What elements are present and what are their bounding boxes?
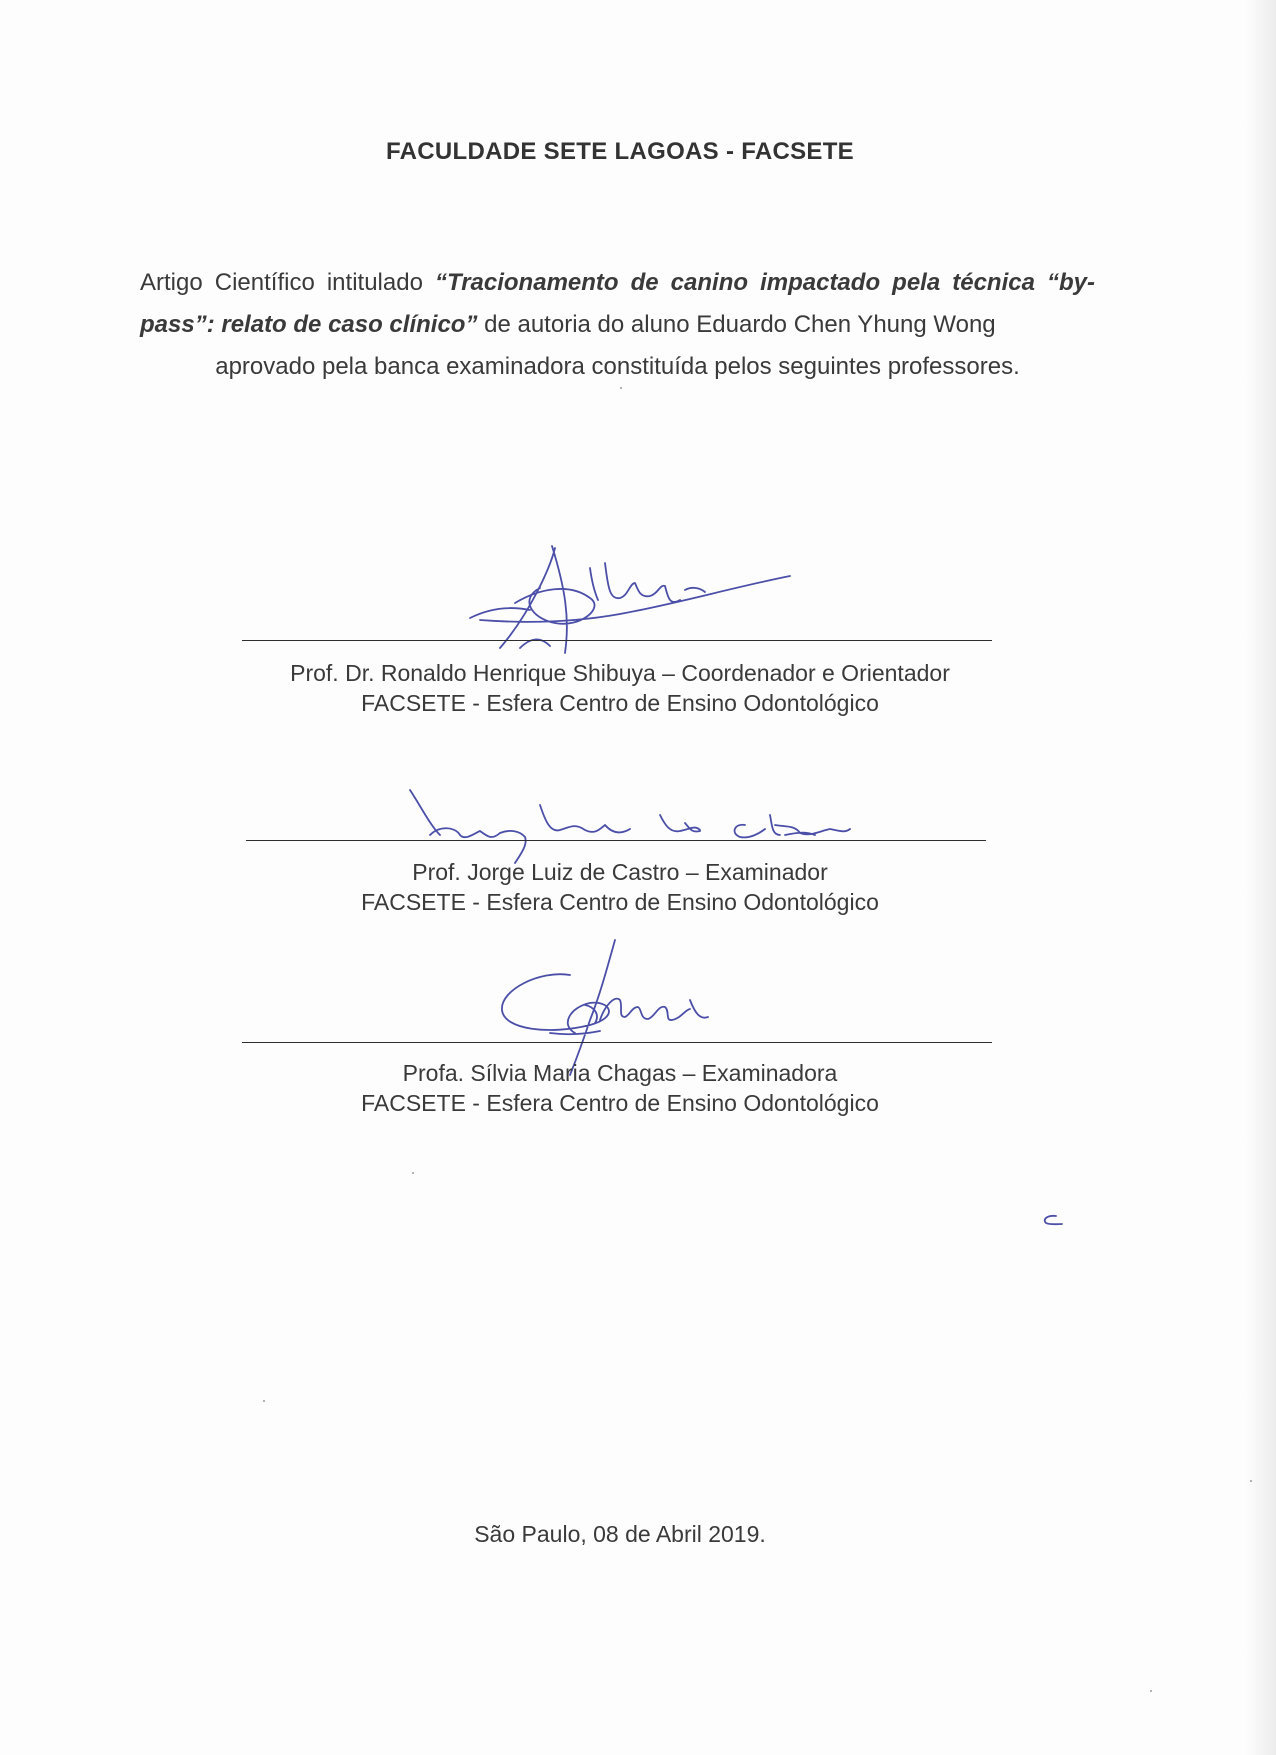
signature-line-2 xyxy=(246,840,986,841)
place-and-date: São Paulo, 08 de Abril 2019. xyxy=(474,1521,766,1547)
institution-header: FACULDADE SETE LAGOAS - FACSETE xyxy=(386,138,854,165)
intro-author: de autoria do aluno Eduardo Chen Yhung Wong xyxy=(477,311,996,338)
ink-mark xyxy=(1036,1212,1066,1232)
signature-line-3 xyxy=(242,1042,992,1043)
article-title: “Tracionamento de canino impactado pela técnica “by-pass”: relato de caso clínico” xyxy=(140,269,1095,338)
scan-speck xyxy=(1150,1690,1152,1692)
signatory-2-affiliation: FACSETE - Esfera Centro de Ensino Odontológico xyxy=(361,889,879,915)
signatory-3-affiliation: FACSETE - Esfera Centro de Ensino Odontológico xyxy=(361,1090,879,1116)
intro-closing: aprovado pela banca examinadora constituída pelos seguintes professores. xyxy=(215,353,1020,380)
scan-speck xyxy=(412,1172,414,1174)
signature-line-1 xyxy=(242,640,992,641)
scan-speck xyxy=(263,1400,265,1402)
intro-prefix: Artigo Científico intitulado xyxy=(140,269,435,296)
scan-speck xyxy=(620,387,622,389)
signature-shibuya xyxy=(460,528,800,658)
scan-edge-shadow xyxy=(1246,0,1276,1755)
signatory-3-name-role: Profa. Sílvia Maria Chagas – Examinadora xyxy=(402,1060,838,1086)
signatory-1-affiliation: FACSETE - Esfera Centro de Ensino Odontológico xyxy=(361,690,879,716)
approval-paragraph xyxy=(140,262,1095,388)
scan-speck xyxy=(1250,1480,1252,1482)
signatory-2-name-role: Prof. Jorge Luiz de Castro – Examinador xyxy=(412,859,828,885)
signature-castro xyxy=(400,785,860,865)
signatory-1-name-role: Prof. Dr. Ronaldo Henrique Shibuya – Coordenador e Orientador xyxy=(290,660,950,686)
